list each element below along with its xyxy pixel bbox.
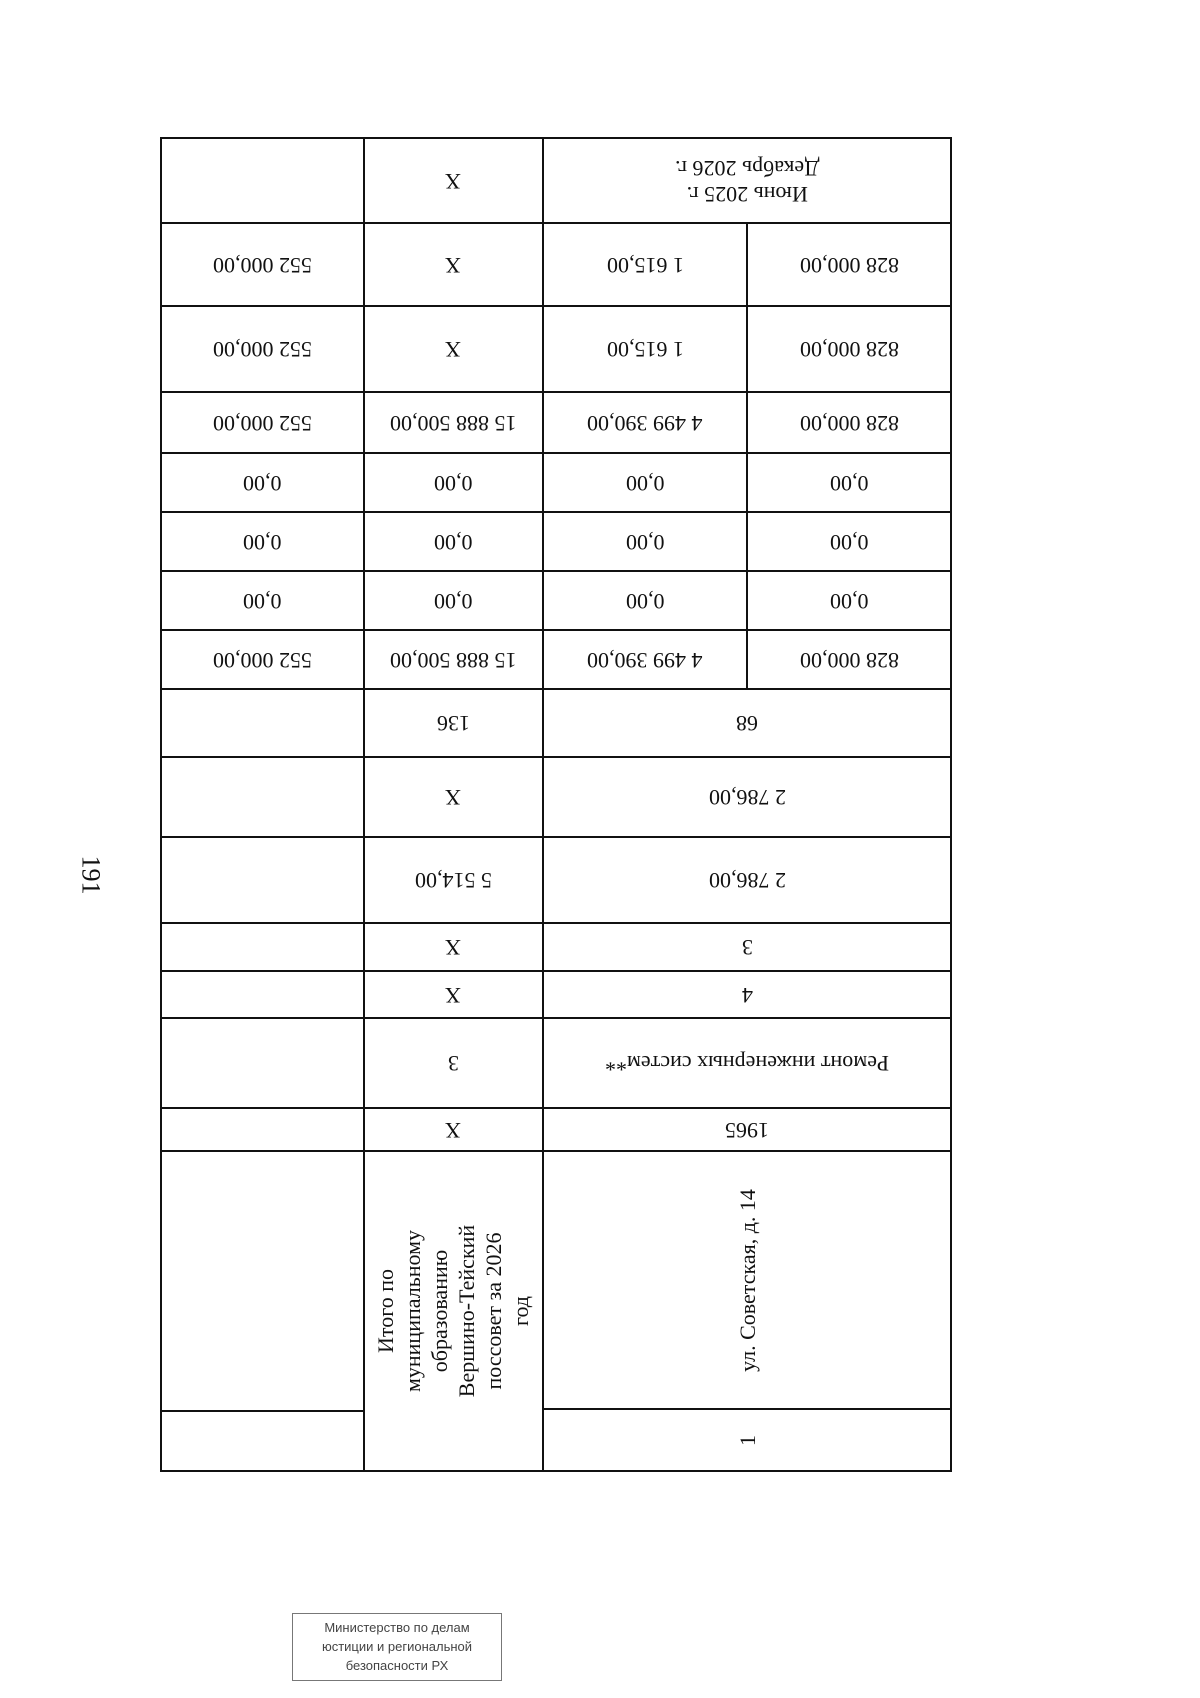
cost-cell: 0,00 [625, 470, 665, 496]
period-x: X [445, 168, 461, 194]
cost-cell: 0,00 [625, 588, 665, 614]
cost-cell: 0,00 [433, 588, 473, 614]
cost-cell: 828 000,00 [799, 647, 899, 673]
cost-cell: 1 615,00 [606, 337, 684, 362]
cost-cell: 15 888 500,00 [389, 647, 517, 673]
cost-cell: 0,00 [243, 588, 282, 614]
cost-cell: 552 000,00 [213, 252, 312, 278]
cost-cell: X [445, 337, 461, 362]
year-total: X [445, 1117, 461, 1143]
cost-cell: 1 615,00 [606, 252, 684, 278]
cost-cell: 552 000,00 [213, 337, 312, 362]
apartments-main: 68 [736, 711, 758, 736]
cost-cell: 4 499 390,00 [587, 410, 703, 436]
cost-cell: 828 000,00 [799, 252, 899, 278]
area2-main: 2 786,00 [708, 868, 786, 893]
cost-cell: 552 000,00 [213, 410, 312, 436]
cost-cell: 828 000,00 [799, 410, 899, 436]
cost-cell: 828 000,00 [799, 337, 899, 362]
cost-cell: 4 499 390,00 [587, 647, 703, 673]
area2-total: 5 514,00 [414, 868, 492, 893]
cost-cell: 15 888 500,00 [389, 410, 517, 436]
area1-total: X [445, 785, 461, 810]
work-type-main: Ремонт инженерных систем** [605, 1051, 889, 1076]
period-cell [544, 139, 950, 222]
cost-cell: X [445, 252, 461, 278]
entrances-total: X [445, 982, 461, 1008]
cost-cell: 0,00 [243, 470, 282, 496]
address: ул. Советская, д. 14 [734, 1188, 760, 1372]
cost-cell: 0,00 [829, 470, 869, 496]
ministry-stamp: Министерство по делам юстиции и региональной безопасности РХ [292, 1613, 502, 1681]
area1-main: 2 786,00 [708, 785, 786, 810]
cost-cell: 0,00 [829, 529, 869, 555]
apartments-total: 136 [436, 711, 470, 736]
floors-main: 3 [741, 935, 753, 960]
page-number: 191 [76, 855, 105, 895]
floors-total: X [445, 935, 461, 960]
cost-cell: 0,00 [829, 588, 869, 614]
year-main: 1965 [725, 1117, 769, 1143]
cost-cell: 0,00 [433, 529, 473, 555]
cost-cell: 552 000,00 [213, 647, 312, 673]
cost-cell: 0,00 [243, 529, 282, 555]
period-start: Июнь 2025 г. [686, 181, 808, 207]
cost-cell: 0,00 [433, 470, 473, 496]
row-number: 1 [734, 1434, 760, 1446]
total-label: Итого по муниципальному образованию Вершино-Тейский поссовет за 2026 год [373, 1224, 533, 1398]
period-end: Декабрь 2026 г. [674, 155, 820, 181]
work-type-total: 3 [447, 1051, 459, 1076]
entrances-main: 4 [741, 982, 753, 1008]
cost-cell: 0,00 [625, 529, 665, 555]
